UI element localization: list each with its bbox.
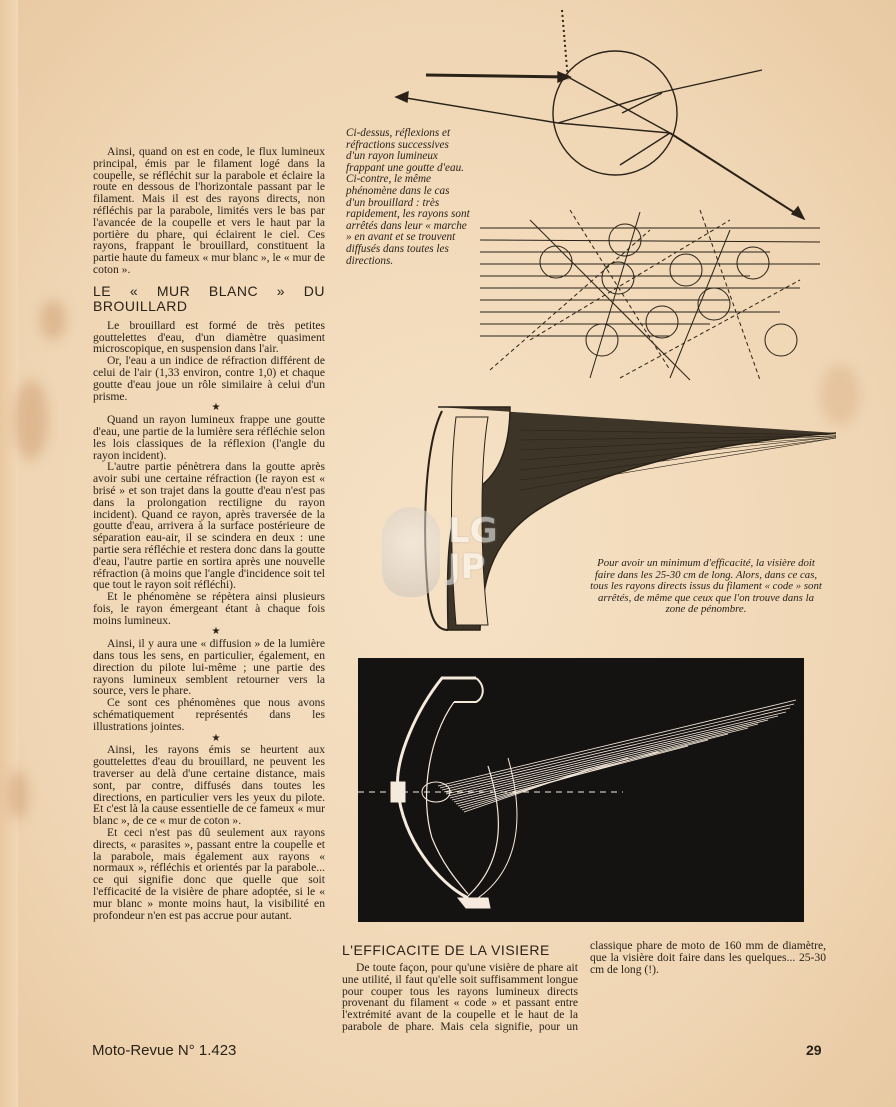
- section-heading: LE « MUR BLANC » DU BROUILLARD: [93, 282, 325, 314]
- paragraph: Ainsi, il y aura une « diffusion » de la lumière dans tous les sens, en particulier, également, en direction du pilote lui-même ; une partie des rayons lumineux semblent retourner vers la source, vers le phare.: [93, 637, 325, 698]
- paragraph: Or, l'eau a un indice de réfraction différent de celui de l'air (1,33 environ, contre 1,0) et chaque goutte d'eau joue un rôle similaire à celui d'un prisme.: [93, 354, 325, 403]
- paper-stain: [8, 770, 28, 820]
- portrait-photo: [382, 507, 440, 597]
- paper-stain: [14, 380, 48, 460]
- paragraph: L'autre partie pénètrera dans la goutte après avoir subi une certaine réfraction (le rayon est « brisé » et son trajet dans la goutte d'eau n'est pas dans la prolongation rectiligne du rayon incident). Quand ce rayon, après traversée de la goutte d'eau, arrivera à la surface postérieure de séparation eau-air, il se scindera en deux : une partie sera réfléchie et restera donc dans la goutte d'eau, l'autre partie en sortira après une nouvelle réfraction (à moins que l'angle d'incidence soit tel que tout le rayon soit réfléchi).: [93, 460, 325, 592]
- headlamp-cross-section-panel: [358, 658, 804, 922]
- paragraph: Et ceci n'est pas dû seulement aux rayons directs, « parasites », passant entre la coupelle et la parabole, mais également aux rayons « normaux », réfléchis et orientés par la parabole... ce qui signifie donc que quelle que soit l'efficacité de la visière de phare adoptée, si le « mur blanc » monte moins haut, la visibilité en profondeur n'en est pas accrue pour autant.: [93, 826, 325, 922]
- caption-visor: Pour avoir un minimum d'efficacité, la visière doit faire dans les 25-30 cm de long. Alors, dans ce cas, tous les rayons directs issus du filament « code » sont arrêtés, de même que ceux que l'on trouve dans la zone de pénombre.: [590, 557, 822, 616]
- left-column: [93, 146, 325, 921]
- watermark-logo: [380, 505, 520, 605]
- page-number: 29: [806, 1042, 822, 1058]
- paragraph: Et le phénomène se répètera ainsi plusieurs fois, le rayon émergeant étant à chaque fois moins lumineux.: [93, 590, 325, 627]
- star-separator: ★: [211, 402, 221, 414]
- paragraph: Le brouillard est formé de très petites gouttelettes d'eau, d'un diamètre quasiment microscopique, en suspension dans l'air.: [93, 318, 325, 356]
- page-left-edge: [0, 0, 18, 1107]
- star-separator: ★: [211, 626, 221, 638]
- incoming-rays: [480, 228, 820, 336]
- droplet-refraction-diagram: [390, 5, 830, 220]
- fog-scattering-diagram: [470, 200, 830, 390]
- paragraph: De toute façon, pour qu'une visière de phare ait une utilité, il faut qu'elle soit suffisamment longue pour couper tous les rayons lumineux directs provenant du filament « code » et passant entre l'extrémité avant de la coupelle et le haut de la parabole de phare. Mais cela signifie, pour un classique phare de moto de 160 mm de diamètre, que la visière doit faire dans les quelques... 25-30 cm de long (!).: [342, 939, 826, 1033]
- star-separator: ★: [211, 732, 221, 744]
- paper-stain: [40, 300, 66, 340]
- magazine-issue: Moto-Revue N° 1.423: [92, 1042, 237, 1059]
- visor-section: [342, 940, 826, 1035]
- paragraph: Quand un rayon lumineux frappe une goutte d'eau, une partie de la lumière sera réfléchie selon les lois classiques de la réflexion (l'angle du rayon incident).: [93, 413, 325, 462]
- paragraph: Ce sont ces phénomènes que nous avons schématiquement représentés dans les illustrations jointes.: [93, 696, 325, 733]
- paragraph: Ainsi, les rayons émis se heurtent aux gouttelettes d'eau du brouillard, ne peuvent les traverser au delà d'une certaine distance, mais sont, par contre, diffusés dans toutes les directions, en particulier vers les yeux du pilote. Et c'est là la cause essentielle de ce fameux « mur blanc », de ce « mur de coton ».: [93, 743, 325, 828]
- caption-droplet-diagrams: Ci-dessus, réflexions et réfractions successives d'un rayon lumineux frappant une goutte d'eau. Ci-contre, le même phénomène dans le cas d'un brouillard : très rapidement, les rayons sont arrêtés dans leur « marche » en avant et se trouvent diffusés dans toutes les directions.: [346, 127, 470, 267]
- section-heading: L'EFFICACITE DE LA VISIERE: [342, 942, 550, 958]
- dark-panel-background: [358, 658, 804, 922]
- watermark-letters: LG JP: [448, 511, 498, 587]
- paragraph: Ainsi, quand on est en code, le flux lumineux principal, émis par le filament logé dans la coupelle, se réfléchit sur la parabole et éclaire la route en dessous de l'horizontale passant par le filament. Mais il est des rayons directs, non réfléchis par la parabole, limités vers le bas par l'avancée de la coupelle et vers le haut par la portière du phare, qui éclairent le ciel. Ces rayons, frappant le brouillard, constituent la partie haute du fameux « mur blanc », le « mur de coton ».: [93, 145, 325, 276]
